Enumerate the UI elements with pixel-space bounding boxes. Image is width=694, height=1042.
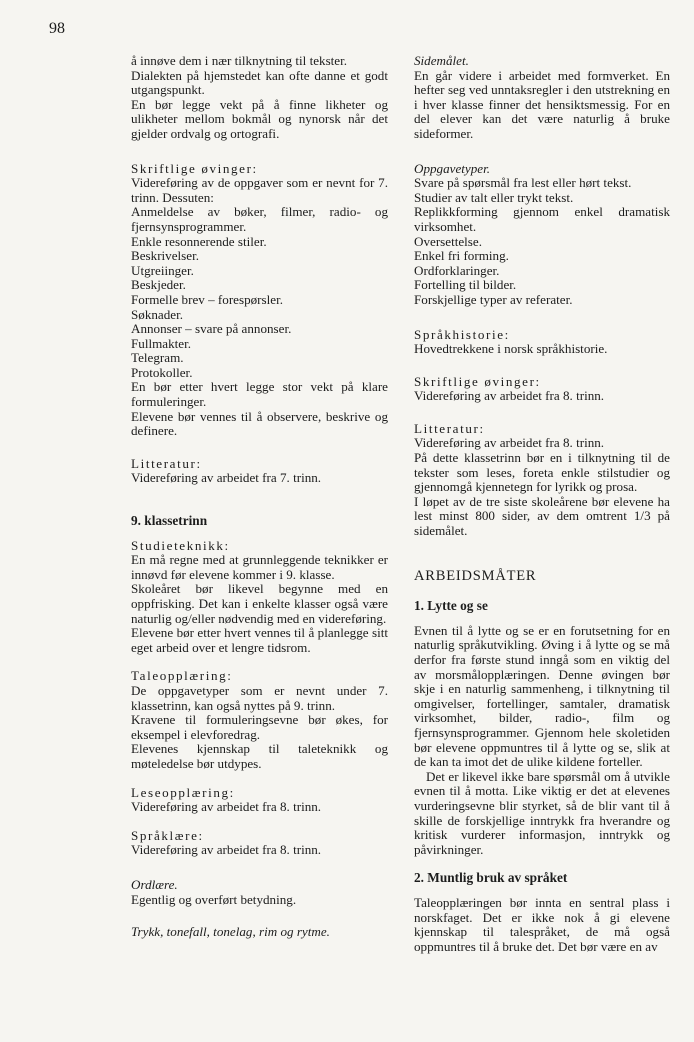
text-line: Videreføring av arbeidet fra 7. trinn. <box>131 470 322 486</box>
arbeidsmater-heading: ARBEIDSMÅTER <box>414 567 537 584</box>
text-line: Replikkforming gjennom enkel dramatisk virksomhet. <box>414 204 670 234</box>
text-line: Oversettelse. <box>414 233 482 249</box>
text-line: Egentlig og overført betydning. <box>131 891 297 907</box>
text-line: En går videre i arbeidet med formverket. En hefter seg ved unntaksregler i den utstrekning en i hver klasse finner det hensiktsmessig. For en del elever kan det være naturlig å bruke sideformer. <box>414 67 670 141</box>
section-subheading: Litteratur: <box>131 455 202 471</box>
right-column <box>414 54 670 954</box>
muntlig-heading: 2. Muntlig bruk av språket <box>414 870 568 886</box>
section-subheading: Leseopplæring: <box>131 784 235 800</box>
section-subheading: Skriftlige øvinger: <box>131 160 258 176</box>
text-line: Dialekten på hjemstedet kan ofte danne et godt utgangspunkt. <box>131 67 388 98</box>
text-line: Beskjeder. <box>131 277 186 293</box>
section-subheading: Oppgavetyper. <box>414 160 490 176</box>
litteratur-section <box>131 457 388 486</box>
text-line: Videreføring av de oppgaver som er nevnt for 7. trinn. Dessuten: <box>131 175 388 205</box>
text-line: Enkle resonnerende stiler. <box>131 233 267 249</box>
section-subheading: Ordlære. <box>131 876 178 892</box>
text-line: Søknader. <box>131 306 184 322</box>
leseopplaering-section <box>131 786 388 815</box>
ordlaere-section <box>131 878 388 907</box>
spraklaere-section <box>131 829 388 858</box>
text-line: Telegram. <box>131 350 184 366</box>
studieteknikk-section <box>131 539 388 656</box>
text-line: Beskrivelser. <box>131 248 200 264</box>
text-line: å innøve dem i nær tilknytning til tekster. <box>131 53 348 68</box>
sidemalet-section <box>414 54 670 142</box>
text-line: Kravene til formuleringsevne bør økes, for eksempel i elevforedrag. <box>131 712 388 742</box>
oppgavetyper-section <box>414 162 670 308</box>
text-line: Annonser – svare på annonser. <box>131 321 292 337</box>
section-subheading: Litteratur: <box>414 420 485 436</box>
text-line: Hovedtrekkene i norsk språkhistorie. <box>414 341 608 357</box>
text-line: Svare på spørsmål fra lest eller hørt tekst. <box>414 175 632 191</box>
text-line: En bør etter hvert legge stor vekt på klare formuleringer. <box>131 379 388 410</box>
text-line: Forskjellige typer av referater. <box>414 291 573 307</box>
section-subheading: Taleopplæring: <box>131 668 233 684</box>
text-line: Studier av talt eller trykt tekst. <box>414 189 574 205</box>
text-line: Formelle brev – forespørsler. <box>131 291 283 307</box>
left-column <box>131 54 388 940</box>
text-line: En må regne med at grunnleggende teknikker er innøvd før elevene kommer i 9. klasse. <box>131 552 388 582</box>
text-line: Videreføring av arbeidet fra 8. trinn. <box>131 842 322 858</box>
text-line: Ordforklaringer. <box>414 262 500 278</box>
lytte-heading: 1. Lytte og se <box>414 598 488 614</box>
section-subheading: Språkhistorie: <box>414 326 510 342</box>
paragraph: Evnen til å lytte og se er en forutsetning for en naturlig språkutvikling. Øving i å lytte og se må derfor fra første stund inngå som en viktig del av morsmålopplæringen. Denne øvingen bør skje i en naturlig sammenheng, i tilknytning til omgivelser, fortellinger, samtaler, dramatisk virksomhet, bilder, radio-, film og fjernsynsprogrammer. Gjennom hele skoletiden bør elevene oppmuntres til å lytte og se, slik at de kan ta imot det de ulike kildene forteller. <box>414 622 670 770</box>
intro-section <box>131 54 388 142</box>
text-line: De oppgavetyper som er nevnt under 7. klassetrinn, kan også nyttes på 9. trinn. <box>131 682 388 713</box>
skriftlige-section <box>131 162 388 439</box>
section-subheading: Språklære: <box>131 827 204 843</box>
paragraph: Det er likevel ikke bare spørsmål om å utvikle evnen til å motta. Like viktig er det at elevenes vurderingsevne blir styrket, så de blir vant til å skille de forskjellige inntrykk fra hverandre og kritisk vurderer informasjon, inntrykk og påvirkninger. <box>414 768 670 857</box>
skriftlige-right-section <box>414 375 670 404</box>
text-line: På dette klassetrinn bør en i tilknytning til de tekster som leses, foreta enkle stilstudier og gjennomgå kjennetegn for lyrikk og prosa. <box>414 450 670 495</box>
paragraph: Taleopplæringen bør innta en sentral plass i norskfaget. Det er ikke nok å gi elevene kjennskap til talespråket, de må også oppmuntres til å bruke det. Det bør være en av <box>414 894 670 954</box>
text-line: Skoleåret bør likevel begynne med en oppfrisking. Det kan i enkelte klasser også være naturlig og/eller nødvendig med en videreføring. <box>131 581 388 626</box>
text-line: Videreføring av arbeidet fra 8. trinn. <box>414 435 605 451</box>
text-line: Utgreiinger. <box>131 262 194 278</box>
text-line: En bør legge vekt på å finne likheter og ulikheter mellom bokmål og nynorsk når det gjelder ordvalg og ortografi. <box>131 96 388 141</box>
text-line: Elevenes kjennskap til taleteknikk og møteledelse bør utdypes. <box>131 741 388 771</box>
text-line: Videreføring av arbeidet fra 8. trinn. <box>131 799 322 815</box>
text-line: Enkel fri forming. <box>414 248 509 264</box>
taleopplaering-section <box>131 669 388 771</box>
text-line: Fortelling til bilder. <box>414 277 517 293</box>
litteratur-right-section <box>414 422 670 539</box>
trykk-heading: Trykk, tonefall, tonelag, rim og rytme. <box>131 924 330 940</box>
section-subheading: Sidemålet. <box>414 53 469 68</box>
section-subheading: Skriftlige øvinger: <box>414 373 541 389</box>
section-subheading: Studieteknikk: <box>131 537 230 553</box>
text-line: I løpet av de tre siste skoleårene bør elevene ha lest minst 800 sider, av dem omtrent 1/3 på sidemålet. <box>414 493 670 539</box>
klassetrinn-heading: 9. klassetrinn <box>131 513 208 529</box>
text-line: Videreføring av arbeidet fra 8. trinn. <box>414 388 605 404</box>
text-line: Fullmakter. <box>131 335 192 351</box>
text-line: Anmeldelse av bøker, filmer, radio- og fjernsynsprogrammer. <box>131 204 388 234</box>
text-line: Elevene bør vennes til å observere, beskrive og definere. <box>131 408 388 439</box>
text-line: Elevene bør etter hvert vennes til å planlegge sitt eget arbeid over et lengre tidsrom. <box>131 625 388 655</box>
text-line: Protokoller. <box>131 364 193 380</box>
sprakhistorie-section <box>414 328 670 357</box>
page-number: 98 <box>49 20 65 37</box>
